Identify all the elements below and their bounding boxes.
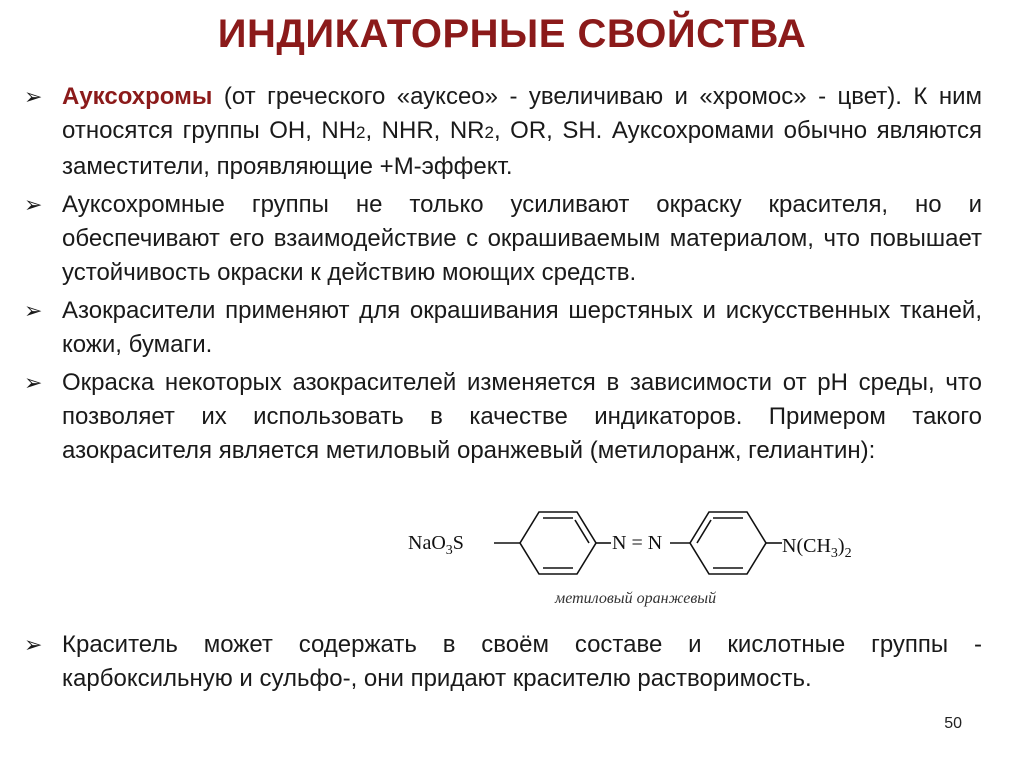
term-auxochromes: Ауксохромы: [62, 83, 213, 110]
bullet-indicator: [22, 366, 982, 468]
bullet-text: (от греческого «ауксео» - увеличиваю и «хромос» - цвет). К ним относятся группы OH, NH: [62, 83, 982, 144]
bullet-text: Окраска некоторых азокрасителей изменяется в зависимости от pH среды, что позволяет их использовать в качестве индикаторов. Примером такого азокрасителя является метиловый оранжевый (метилоранж, гелиантин):: [62, 369, 982, 464]
page-number: 50: [944, 715, 962, 732]
page-title: ИНДИКАТОРНЫЕ СВОЙСТВА: [217, 12, 807, 56]
bullet-list: [22, 80, 982, 472]
benzene-ring-right: [690, 512, 766, 574]
arrow-bullet-icon: ➢: [24, 370, 43, 395]
benzene-ring-left: [520, 512, 596, 574]
bullet-auxochrome-groups: [22, 188, 982, 290]
subscript: 2: [356, 123, 366, 142]
bullet-text: Ауксохромные группы не только усиливают окраску красителя, но и обеспечивают его взаимодействие с окрашиваемым материалом, что повышает устойчивость окраски к действию моющих средств.: [62, 191, 982, 286]
formula-caption: метиловый оранжевый: [555, 590, 717, 607]
ring-double-bond: [575, 520, 589, 543]
formula-left-group: NaO$_3$S: [408, 532, 464, 558]
bullet-text: , OR, SH. Ауксохромами обычно являются заместители, проявляющие +M-эффект.: [62, 117, 982, 180]
bullet-auxochromes: [22, 80, 982, 184]
bullet-text: Азокрасители применяют для окрашивания шерстяных и искусственных тканей, кожи, бумаги.: [62, 297, 982, 358]
bullet-acid-groups-container: [22, 628, 982, 700]
arrow-bullet-icon: ➢: [24, 298, 43, 323]
bullet-azo-dyes-usage: [22, 294, 982, 362]
ring-double-bond: [697, 520, 711, 543]
structural-formula-diagram: [408, 497, 928, 597]
bullet-text: , NHR, NR: [365, 117, 485, 144]
arrow-bullet-icon: ➢: [24, 84, 43, 109]
bullet-text: Краситель может содержать в своём составе и кислотные группы - карбоксильную и сульфо-, они придают красителю растворимость.: [62, 631, 982, 692]
formula-right-group: $N(CH_3)_2$: [782, 535, 852, 561]
formula-azo-group: N = N: [612, 532, 663, 554]
arrow-bullet-icon: ➢: [24, 632, 43, 657]
bullet-acid-groups: [22, 628, 982, 696]
subscript: 2: [484, 123, 494, 142]
arrow-bullet-icon: ➢: [24, 192, 43, 217]
